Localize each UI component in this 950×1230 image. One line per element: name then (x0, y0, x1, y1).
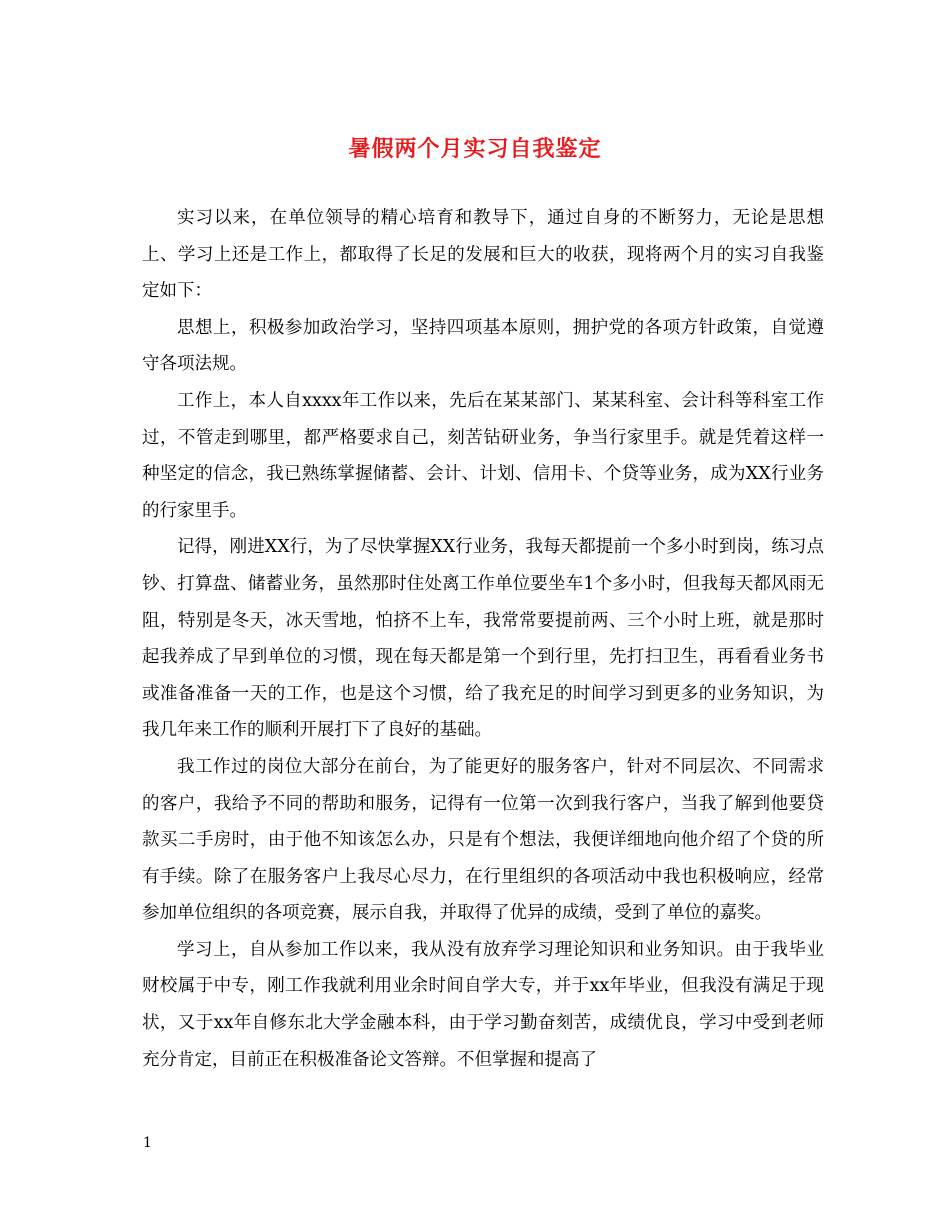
document-body (142, 200, 824, 1078)
paragraph-intro: 实习以来，在单位领导的精心培育和教导下，通过自身的不断努力，无论是思想上、学习上还是工作上，都取得了长足的发展和巨大的收获，现将两个月的实习自我鉴定如下： (142, 208, 824, 302)
document-title: 暑假两个月实习自我鉴定 (348, 136, 602, 162)
paragraph-service: 我工作过的岗位大部分在前台，为了能更好的服务客户，针对不同层次、不同需求的客户，我给予不同的帮助和服务，记得有一位第一次到我行客户，当我了解到他要贷款买二手房时，由于他不知该怎么办，只是有个想法，我便详细地向他介绍了个贷的所有手续。除了在服务客户上我尽心尽力，在行里组织的各项活动中我也积极响应，经常参加单位组织的各项竞赛，展示自我，并取得了优异的成绩，受到了单位的嘉奖。 (142, 756, 824, 924)
paragraph-study: 学习上，自从参加工作以来，我从没有放弃学习理论知识和业务知识。由于我毕业财校属于中专，刚工作我就利用业余时间自学大专，并于xx年毕业，但我没有满足于现状，又于xx年自修东北大学金融本科，由于学习勤奋刻苦，成绩优良，学习中受到老师充分肯定，目前正在积极准备论文答辩。不但掌握和提高了 (142, 939, 824, 1070)
paragraph-thought: 思想上，积极参加政治学习，坚持四项基本原则，拥护党的各项方针政策，自觉遵守各项法规。 (142, 317, 824, 375)
page-number: 1 (143, 1135, 152, 1151)
paragraph-work: 工作上，本人自xxxx年工作以来，先后在某某部门、某某科室、会计科等科室工作过，不管走到哪里，都严格要求自己，刻苦钻研业务，争当行家里手。就是凭着这样一种坚定的信念，我已熟练掌握储蓄、会计、计划、信用卡、个贷等业务，成为XX行业务的行家里手。 (142, 390, 824, 521)
paragraph-memory: 记得，刚进XX行，为了尽快掌握XX行业务，我每天都提前一个多小时到岗，练习点钞、打算盘、储蓄业务，虽然那时住处离工作单位要坐车1个多小时，但我每天都风雨无阻，特别是冬天，冰天雪地，怕挤不上车，我常常要提前两、三个小时上班，就是那时起我养成了早到单位的习惯，现在每天都是第一个到行里，先打扫卫生，再看看业务书或准备准备一天的工作，也是这个习惯，给了我充足的时间学习到更多的业务知识，为我几年来工作的顺利开展打下了良好的基础。 (142, 537, 824, 741)
